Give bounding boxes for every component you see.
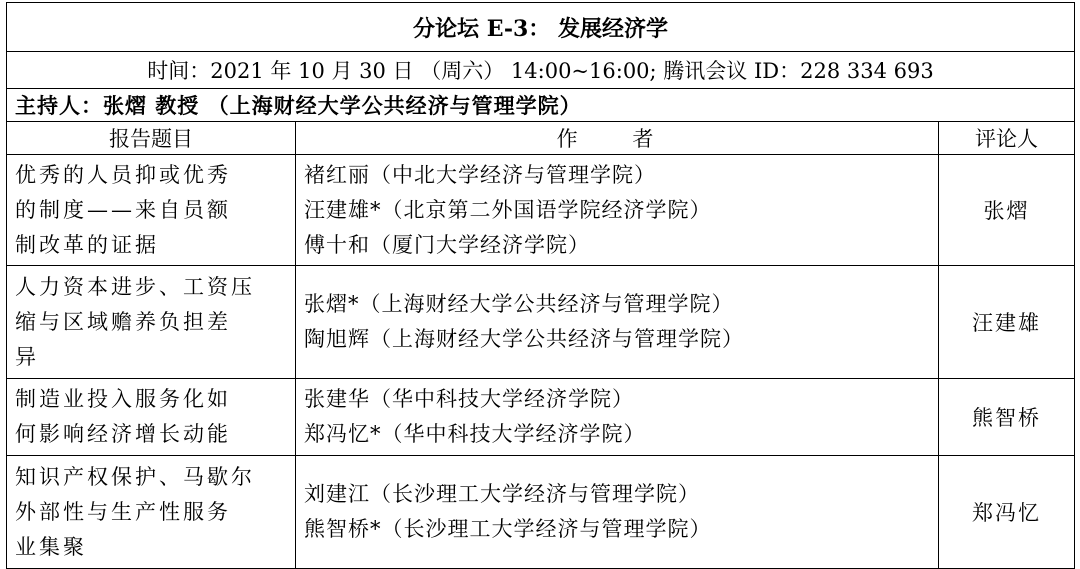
author-line: 张建华（华中科技大学经济学院） bbox=[304, 387, 634, 411]
topic-line: 优秀的人员抑或优秀 bbox=[15, 162, 231, 187]
topic-line: 何影响经济增长动能 bbox=[15, 422, 231, 446]
topic-line: 外部性与生产性服务 bbox=[15, 499, 231, 524]
time-info: 时间：2021 年 10 月 30 日 （周六） 14:00~16:00; 腾讯会议 ID：228 334 693 bbox=[7, 52, 1075, 89]
reviewer-cell: 张熠 bbox=[939, 155, 1075, 266]
reviewer-cell: 郑冯忆 bbox=[939, 456, 1075, 569]
table-row bbox=[7, 155, 1075, 266]
host-row bbox=[7, 89, 1075, 122]
authors-cell bbox=[296, 155, 939, 266]
topic-line: 业集聚 bbox=[15, 534, 87, 559]
author-line: 汪建雄*（北京第二外国语学院经济学院） bbox=[304, 197, 712, 222]
header-topic: 报告题目 bbox=[7, 122, 296, 155]
table-row bbox=[7, 266, 1075, 379]
topic-line: 缩与区域赡养负担差 bbox=[15, 309, 231, 334]
topic-cell bbox=[7, 379, 296, 456]
author-line: 陶旭辉（上海财经大学公共经济与管理学院） bbox=[304, 327, 744, 351]
author-line: 张熠*（上海财经大学公共经济与管理学院） bbox=[304, 292, 734, 316]
forum-schedule-table bbox=[6, 2, 1075, 569]
header-reviewer: 评论人 bbox=[939, 122, 1075, 155]
topic-line: 的制度——来自员额 bbox=[15, 197, 231, 222]
topic-cell bbox=[7, 266, 296, 379]
schedule-sheet bbox=[6, 2, 1074, 564]
header-authors: 作 者 bbox=[296, 122, 939, 155]
author-line: 褚红丽（中北大学经济与管理学院） bbox=[304, 162, 656, 187]
topic-line: 人力资本进步、工资压 bbox=[15, 274, 255, 299]
author-line: 刘建江（长沙理工大学经济与管理学院） bbox=[304, 482, 700, 506]
reviewer-cell: 汪建雄 bbox=[939, 266, 1075, 379]
authors-cell bbox=[296, 379, 939, 456]
authors-cell bbox=[296, 456, 939, 569]
table-row bbox=[7, 379, 1075, 456]
topic-cell bbox=[7, 155, 296, 266]
reviewer-cell: 熊智桥 bbox=[939, 379, 1075, 456]
title-row bbox=[7, 3, 1075, 52]
author-line: 郑冯忆*（华中科技大学经济学院） bbox=[304, 422, 646, 446]
topic-cell bbox=[7, 456, 296, 569]
forum-title: 分论坛 E-3： 发展经济学 bbox=[7, 3, 1075, 52]
topic-line: 制改革的证据 bbox=[15, 232, 159, 257]
topic-line: 异 bbox=[15, 344, 39, 369]
host-info: 主持人：张熠 教授 （上海财经大学公共经济与管理学院） bbox=[7, 89, 1075, 122]
topic-line: 制造业投入服务化如 bbox=[15, 387, 231, 411]
topic-line: 知识产权保护、马歇尔 bbox=[15, 464, 255, 489]
author-line: 傅十和（厦门大学经济学院） bbox=[304, 232, 590, 257]
header-row bbox=[7, 122, 1075, 155]
time-row bbox=[7, 52, 1075, 89]
table-row bbox=[7, 456, 1075, 569]
authors-cell bbox=[296, 266, 939, 379]
author-line: 熊智桥*（长沙理工大学经济与管理学院） bbox=[304, 517, 712, 541]
